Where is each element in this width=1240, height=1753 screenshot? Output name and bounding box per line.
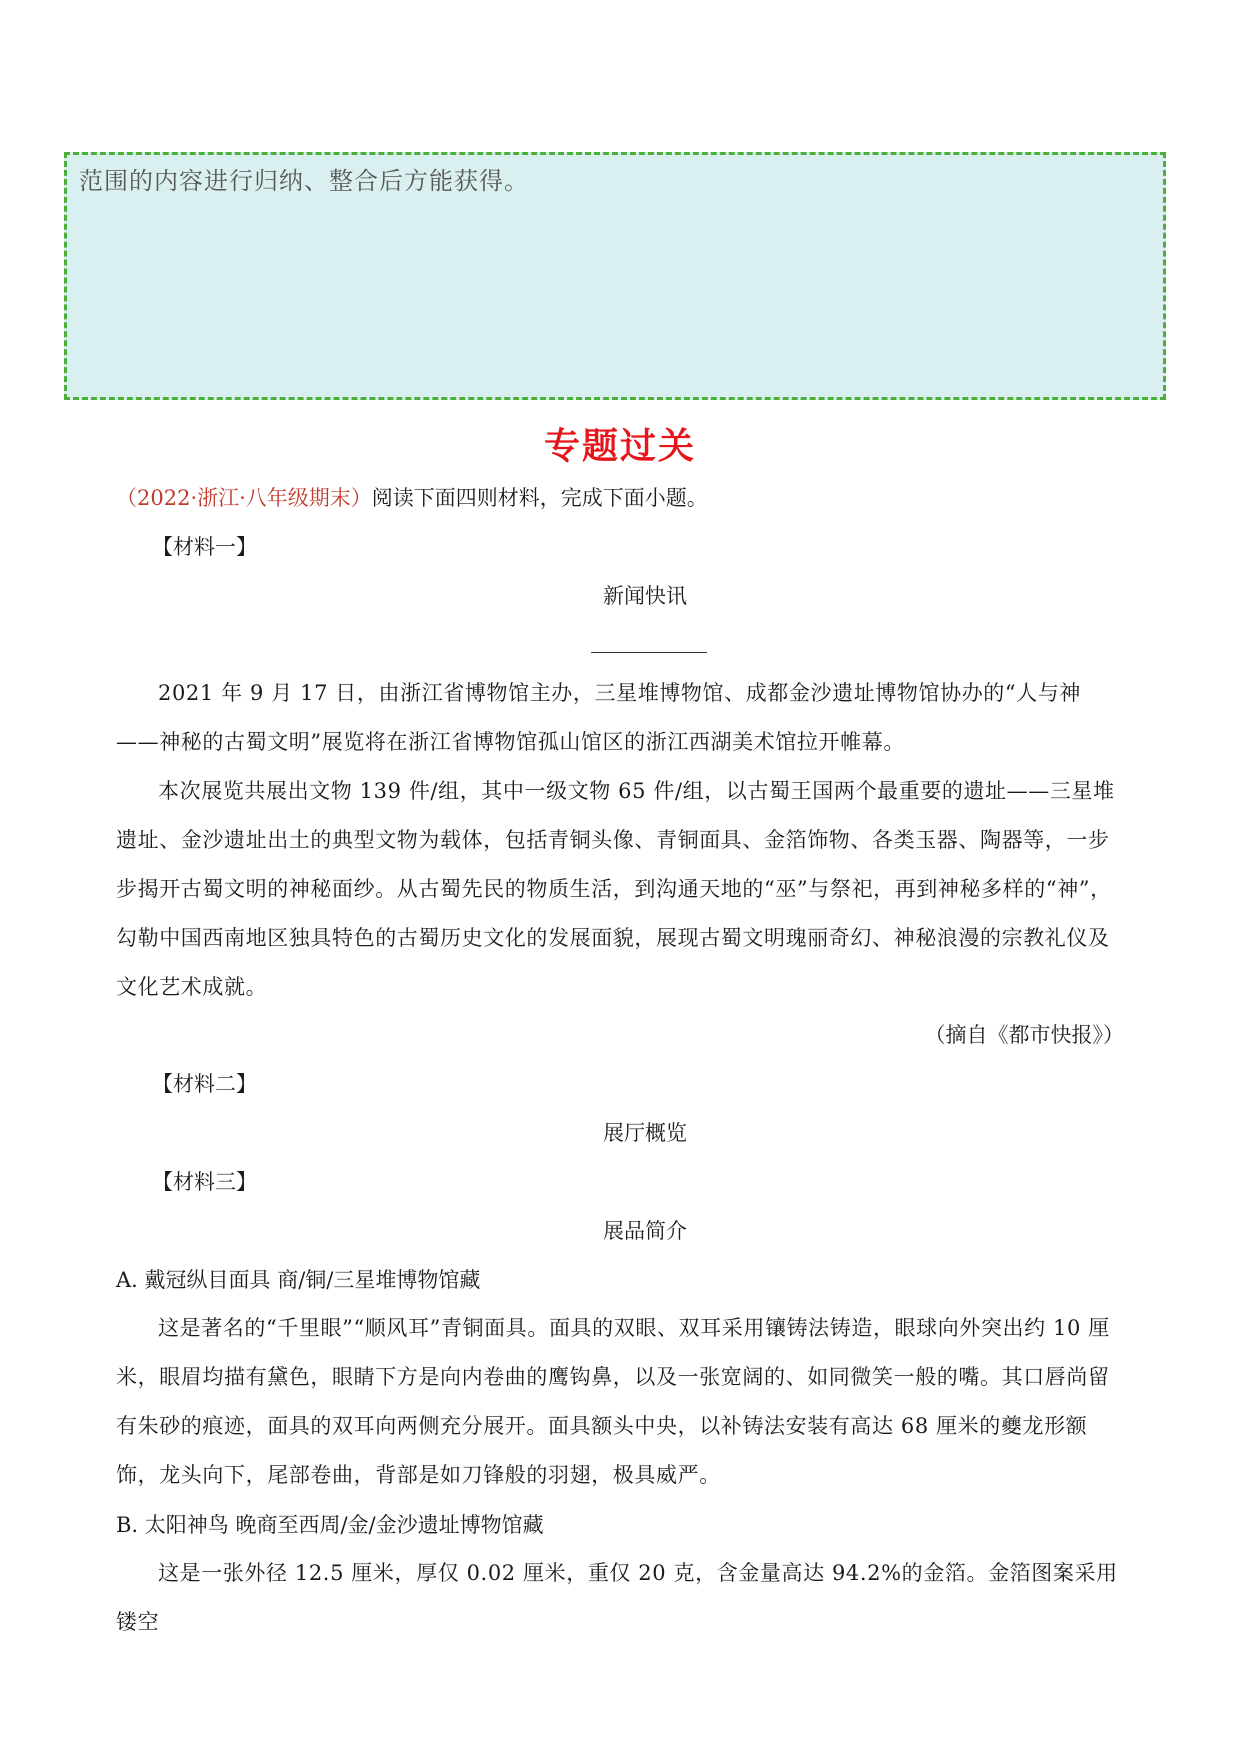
question-source: （2022·浙江·八年级期末） (116, 486, 372, 510)
material1-label: 【材料一】 (152, 535, 257, 559)
heading-rule (591, 652, 707, 653)
material1-source: （摘自《都市快报》） (924, 1023, 1124, 1047)
tip-text: 范围的内容进行归纳、整合后方能获得。 (79, 167, 529, 195)
material2-heading: 展厅概览 (603, 1121, 687, 1145)
material2-label: 【材料二】 (152, 1072, 257, 1096)
item-b-text: 这是一张外径 12.5 厘米，厚仅 0.02 厘米，重仅 20 克，含金量高达 94.2%的金箔。金箔图案采用镂空 (116, 1561, 1118, 1634)
item-b-title: B. 太阳神鸟 晚商至西周/金/金沙遗址博物馆藏 (116, 1513, 544, 1537)
tip-box (64, 152, 1166, 400)
question-line (116, 483, 708, 513)
material3-heading: 展品简介 (603, 1219, 687, 1243)
material1-heading: 新闻快讯 (603, 584, 687, 608)
item-a-title: A. 戴冠纵目面具 商/铜/三星堆博物馆藏 (116, 1268, 481, 1292)
material3-label: 【材料三】 (152, 1170, 257, 1194)
section-title: 专题过关 (543, 426, 696, 467)
item-a-text: 这是著名的“千里眼”“顺风耳”青铜面具。面具的双眼、双耳采用镶铸法铸造，眼球向外突出约 10 厘米，眼眉均描有黛色，眼睛下方是向内卷曲的鹰钩鼻，以及一张宽阔的、如同微笑一般的嘴。其口唇尚留有朱砂的痕迹，面具的双耳向两侧充分展开。面具额头中央，以补铸法安装有高达 68 厘米的夔龙形额饰，龙头向下，尾部卷曲，背部是如刀锋般的羽翅，极具威严。 (116, 1316, 1110, 1487)
material1-paragraph-1: 2021 年 9 月 17 日，由浙江省博物馆主办，三星堆博物馆、成都金沙遗址博物馆协办的“人与神——神秘的古蜀文明”展览将在浙江省博物馆孤山馆区的浙江西湖美术馆拉开帷幕。 (116, 681, 1082, 754)
material1-paragraph-2: 本次展览共展出文物 139 件/组，其中一级文物 65 件/组，以古蜀王国两个最重要的遗址——三星堆遗址、金沙遗址出土的典型文物为载体，包括青铜头像、青铜面具、金箔饰物、各类玉器、陶器等，一步步揭开古蜀文明的神秘面纱。从古蜀先民的物质生活，到沟通天地的“巫”与祭祀，再到神秘多样的“神”，勾勒中国西南地区独具特色的古蜀历史文化的发展面貌，展现古蜀文明瑰丽奇幻、神秘浪漫的宗教礼仪及文化艺术成就。 (116, 779, 1115, 999)
question-prompt: 阅读下面四则材料，完成下面小题。 (371, 486, 708, 510)
